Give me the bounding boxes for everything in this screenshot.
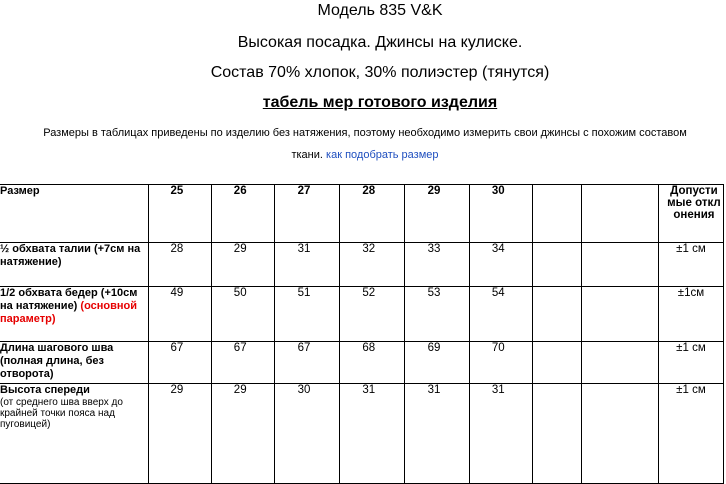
model-title: Модель 835 V&K xyxy=(317,2,443,19)
size-table xyxy=(0,184,724,484)
value-cell: 67 xyxy=(212,342,275,384)
value-cell: 67 xyxy=(275,342,339,384)
deviation-header-text: Допустимые отклонения xyxy=(667,185,721,221)
size-header-cell: 28 xyxy=(339,185,404,243)
empty-cell xyxy=(581,384,658,484)
value-cell: 68 xyxy=(339,342,404,384)
empty-cell xyxy=(533,243,581,287)
value-cell: 54 xyxy=(470,287,533,342)
deviation-cell: ±1 см xyxy=(658,243,723,287)
row-label-waist: ½ обхвата талии (+7см на натяжение) xyxy=(0,243,148,287)
empty-cell xyxy=(581,287,658,342)
value-cell: 70 xyxy=(470,342,533,384)
empty-cell xyxy=(581,185,658,243)
value-cell: 50 xyxy=(212,287,275,342)
table-header-row xyxy=(0,185,724,243)
value-cell: 31 xyxy=(404,384,469,484)
size-note xyxy=(40,122,690,166)
value-cell: 31 xyxy=(339,384,404,484)
deviation-cell: ±1 см xyxy=(658,384,723,484)
table-row xyxy=(0,384,724,484)
deviation-header-cell xyxy=(658,185,723,243)
empty-cell xyxy=(533,287,581,342)
main-parameter-label: (основной параметр) xyxy=(0,300,138,325)
value-cell: 29 xyxy=(148,384,211,484)
deviation-cell: ±1 см xyxy=(658,342,723,384)
value-cell: 33 xyxy=(404,243,469,287)
front-rise-note: (от среднего шва вверх до крайней точки пояса над пуговицей) xyxy=(0,397,123,430)
value-cell: 28 xyxy=(148,243,211,287)
value-cell: 32 xyxy=(339,243,404,287)
row-label-hips xyxy=(0,287,148,342)
composition-line: Состав 70% хлопок, 30% полиэстер (тянутся) xyxy=(210,64,550,81)
value-cell: 69 xyxy=(404,342,469,384)
deviation-cell: ±1см xyxy=(658,287,723,342)
value-cell: 31 xyxy=(275,243,339,287)
empty-cell xyxy=(533,384,581,484)
row-label-inseam: Длина шагового шва (полная длина, без отворота) xyxy=(0,342,148,384)
size-header-cell: 27 xyxy=(275,185,339,243)
value-cell: 29 xyxy=(212,384,275,484)
size-header-cell: 25 xyxy=(148,185,211,243)
size-header-cell: 30 xyxy=(470,185,533,243)
row-label-hips-text: 1/2 обхвата бедер (+10см на натяжение) xyxy=(0,287,138,312)
size-label-cell: Размер xyxy=(0,185,148,243)
table-title: табель мер готового изделия xyxy=(262,94,498,111)
empty-cell xyxy=(581,243,658,287)
value-cell: 52 xyxy=(339,287,404,342)
value-cell: 29 xyxy=(212,243,275,287)
value-cell: 31 xyxy=(470,384,533,484)
value-cell: 53 xyxy=(404,287,469,342)
note-text: Размеры в таблицах приведены по изделию без натяжения, поэтому необходимо измерить свои джинсы с похожим составом ткани. xyxy=(43,127,687,161)
row-label-front-rise xyxy=(0,384,148,484)
description-line: Высокая посадка. Джинсы на кулиске. xyxy=(237,34,523,51)
table-row xyxy=(0,243,724,287)
value-cell: 30 xyxy=(275,384,339,484)
size-header-cell: 26 xyxy=(212,185,275,243)
empty-cell xyxy=(533,185,581,243)
value-cell: 49 xyxy=(148,287,211,342)
size-header-cell: 29 xyxy=(404,185,469,243)
row-label-front-rise-text: Высота спереди xyxy=(0,384,90,396)
value-cell: 51 xyxy=(275,287,339,342)
empty-cell xyxy=(533,342,581,384)
empty-cell xyxy=(581,342,658,384)
size-guide-link[interactable]: как подобрать размер xyxy=(326,149,439,161)
value-cell: 34 xyxy=(470,243,533,287)
table-row xyxy=(0,342,724,384)
value-cell: 67 xyxy=(148,342,211,384)
table-row xyxy=(0,287,724,342)
